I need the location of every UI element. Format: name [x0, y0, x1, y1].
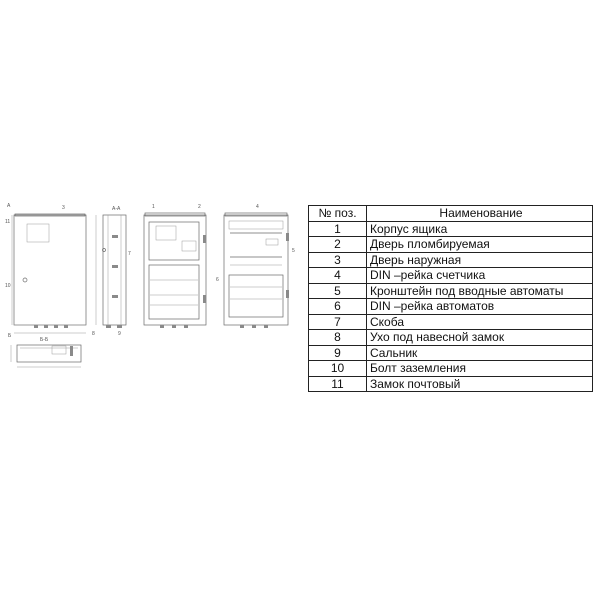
side-section-view: [92, 206, 131, 337]
row-name: DIN –рейка автоматов: [367, 299, 593, 315]
technical-drawings: [0, 195, 305, 385]
pos-5-label: 5: [292, 248, 295, 254]
row-name: Корпус ящика: [367, 221, 593, 237]
table-row: [309, 376, 593, 392]
pos-11-label: 11: [5, 219, 11, 225]
table-row: [309, 252, 593, 268]
view-a-label: А: [7, 203, 11, 209]
row-name: DIN –рейка счетчика: [367, 268, 593, 284]
table-row: [309, 361, 593, 377]
row-name: Сальник: [367, 345, 593, 361]
pos-4-label: 4: [256, 204, 259, 210]
pos-10-label: 10: [5, 283, 11, 289]
table-row: [309, 314, 593, 330]
pos-2-label: 2: [198, 204, 201, 210]
front-view-outer-door: [5, 203, 86, 333]
front-view-doors-removed: [216, 204, 295, 328]
row-name: Ухо под навесной замок: [367, 330, 593, 346]
row-name: Дверь пломбируемая: [367, 237, 593, 253]
parts-table: [308, 205, 593, 392]
table-row: [309, 221, 593, 237]
row-position: 10: [309, 361, 367, 377]
pos-9-label: 9: [118, 331, 121, 337]
row-position: 2: [309, 237, 367, 253]
pos-7-label: 7: [128, 251, 131, 257]
cabinet-drawing-svg: [0, 195, 305, 385]
row-name: Замок почтовый: [367, 376, 593, 392]
row-name: Болт заземления: [367, 361, 593, 377]
row-position: 3: [309, 252, 367, 268]
view-aa-label: А-А: [112, 206, 121, 212]
pos-8-label: 8: [92, 331, 95, 337]
row-position: 6: [309, 299, 367, 315]
row-position: 7: [309, 314, 367, 330]
pos-3-label: 3: [62, 205, 65, 211]
table-row: [309, 345, 593, 361]
pos-6-label: 6: [216, 277, 219, 283]
header-name: Наименование: [367, 206, 593, 222]
view-b-label: Б: [8, 333, 12, 339]
table-row: [309, 330, 593, 346]
row-position: 11: [309, 376, 367, 392]
row-position: 8: [309, 330, 367, 346]
row-position: 9: [309, 345, 367, 361]
bottom-section-view: [8, 333, 81, 367]
row-position: 5: [309, 283, 367, 299]
pos-1-label: 1: [152, 204, 155, 210]
table-header-row: [309, 206, 593, 222]
row-position: 4: [309, 268, 367, 284]
table-row: [309, 268, 593, 284]
table-row: [309, 237, 593, 253]
front-view-sealable-door: [144, 204, 206, 328]
row-name: Скоба: [367, 314, 593, 330]
table-row: [309, 283, 593, 299]
view-bb-label: Б-Б: [40, 337, 49, 343]
header-position: № поз.: [309, 206, 367, 222]
row-position: 1: [309, 221, 367, 237]
row-name: Кронштейн под вводные автоматы: [367, 283, 593, 299]
row-name: Дверь наружная: [367, 252, 593, 268]
table-row: [309, 299, 593, 315]
